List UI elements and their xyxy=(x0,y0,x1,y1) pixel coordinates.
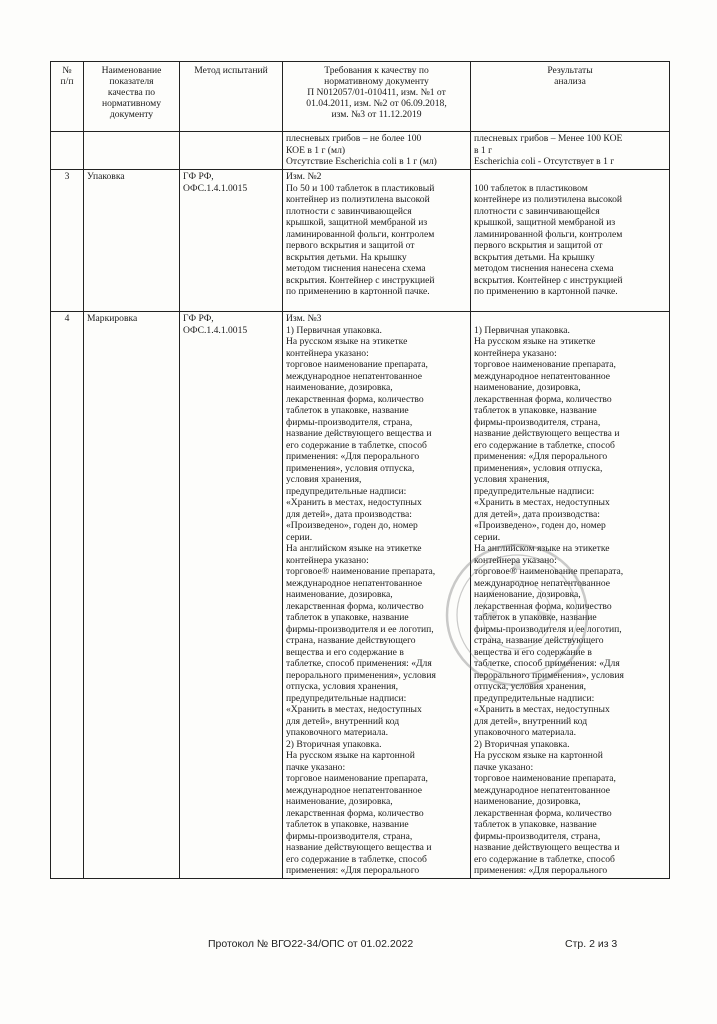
table-row xyxy=(51,312,670,879)
row-indicator xyxy=(84,132,180,170)
table-row xyxy=(51,132,670,170)
row-results: 100 таблеток в пластиковом контейнере из полиэтилена высокой плотности с завинчивающейся крышкой, защитной мембраной из ламинированной фольги, контролем первого вскрытия и защитой от вскрытия детьми. На крышку методом тиснения нанесена схема вскрытия. Контейнер с инструкцией по применению в картонной пачке. xyxy=(471,170,670,312)
row-requirements: плесневых грибов – не более 100 КОЕ в 1 г (мл) Отсутствие Escherichia coli в 1 г (мл) xyxy=(283,132,471,170)
header-requirements: Требования к качеству по нормативному документу П N012057/01-010411, изм. №1 от 01.04.2011, изм. №2 от 06.09.2018, изм. №3 от 11.12.2019 xyxy=(283,62,471,132)
row-results: плесневых грибов – Менее 100 КОЕ в 1 г Escherichia coli - Отсутствует в 1 г xyxy=(471,132,670,170)
header-results: Результаты анализа xyxy=(471,62,670,132)
header-num: № п/п xyxy=(51,62,84,132)
row-num: 3 xyxy=(51,170,84,312)
row-method: ГФ РФ, ОФС.1.4.1.0015 xyxy=(180,170,283,312)
page-number: Стр. 2 из 3 xyxy=(565,938,618,950)
row-indicator: Упаковка xyxy=(84,170,180,312)
header-indicator: Наименование показателя качества по нормативному документу xyxy=(84,62,180,132)
protocol-footer: Протокол № ВГО22-34/ОПС от 01.02.2022 xyxy=(208,938,414,950)
row-requirements: Изм. №2 По 50 и 100 таблеток в пластиковый контейнер из полиэтилена высокой плотности с завинчивающейся крышкой, защитной мембраной из ламинированной фольги, контролем первого вскрытия и защитой от вскрытия детьми. На крышку методом тиснения нанесена схема вскрытия. Контейнер с инструкцией по применению в картонной пачке. xyxy=(283,170,471,312)
row-indicator: Маркировка xyxy=(84,312,180,879)
row-method: ГФ РФ, ОФС.1.4.1.0015 xyxy=(180,312,283,879)
header-method: Метод испытаний xyxy=(180,62,283,132)
table-row xyxy=(51,170,670,312)
row-num xyxy=(51,132,84,170)
table-header-row xyxy=(51,62,670,132)
row-num: 4 xyxy=(51,312,84,879)
row-requirements: Изм. №3 1) Первичная упаковка. На русском языке на этикетке контейнера указано: торговое наименование препарата, международное непатентованное наименование, дозировка, лекарственная форма, количество таблеток в упаковке, название фирмы-производителя, страна, название действующего вещества и его содержание в таблетке, способ применения: «Для перорального применения», условия отпуска, условия хранения, предупредительные надписи: «Хранить в местах, недоступных для детей», дата производства: «Произведено», годен до, номер серии. На английском языке на этикетке контейнера указано: торговое® наименование препарата, международное непатентованное наименование, дозировка, лекарственная форма, количество таблеток в упаковке, название фирмы-производителя и ее логотип, страна, название действующего вещества и его содержание в таблетке, способ применения: «Для перорального применения», условия отпуска, условия хранения, предупредительные надписи: «Хранить в местах, недоступных для детей», внутренний код упаковочного материала. 2) Вторичная упаковка. На русском языке на картонной пачке указано: торговое наименование препарата, международное непатентованное наименование, дозировка, лекарственная форма, количество таблеток в упаковке, название фирмы-производителя, страна, название действующего вещества и его содержание в таблетке, способ применения: «Для перорального xyxy=(283,312,471,879)
row-method xyxy=(180,132,283,170)
row-results: 1) Первичная упаковка. На русском языке на этикетке контейнера указано: торговое наименование препарата, международное непатентованное наименование, дозировка, лекарственная форма, количество таблеток в упаковке, название фирмы-производителя, страна, название действующего вещества и его содержание в таблетке, способ применения: «Для перорального применения», условия отпуска, условия хранения, предупредительные надписи: «Хранить в местах, недоступных для детей», дата производства: «Произведено», годен до, номер серии. На английском языке на этикетке контейнера указано: торговое® наименование препарата, международное непатентованное наименование, дозировка, лекарственная форма, количество таблеток в упаковке, название фирмы-производителя и ее логотип, страна, название действующего вещества и его содержание в таблетке, способ применения: «Для перорального применения», условия отпуска, условия хранения, предупредительные надписи: «Хранить в местах, недоступных для детей», внутренний код упаковочного материала. 2) Вторичная упаковка. На русском языке на картонной пачке указано: торговое наименование препарата, международное непатентованное наименование, дозировка, лекарственная форма, количество таблеток в упаковке, название фирмы-производителя, страна, название действующего вещества и его содержание в таблетке, способ применения: «Для перорального xyxy=(471,312,670,879)
results-table xyxy=(50,61,670,879)
